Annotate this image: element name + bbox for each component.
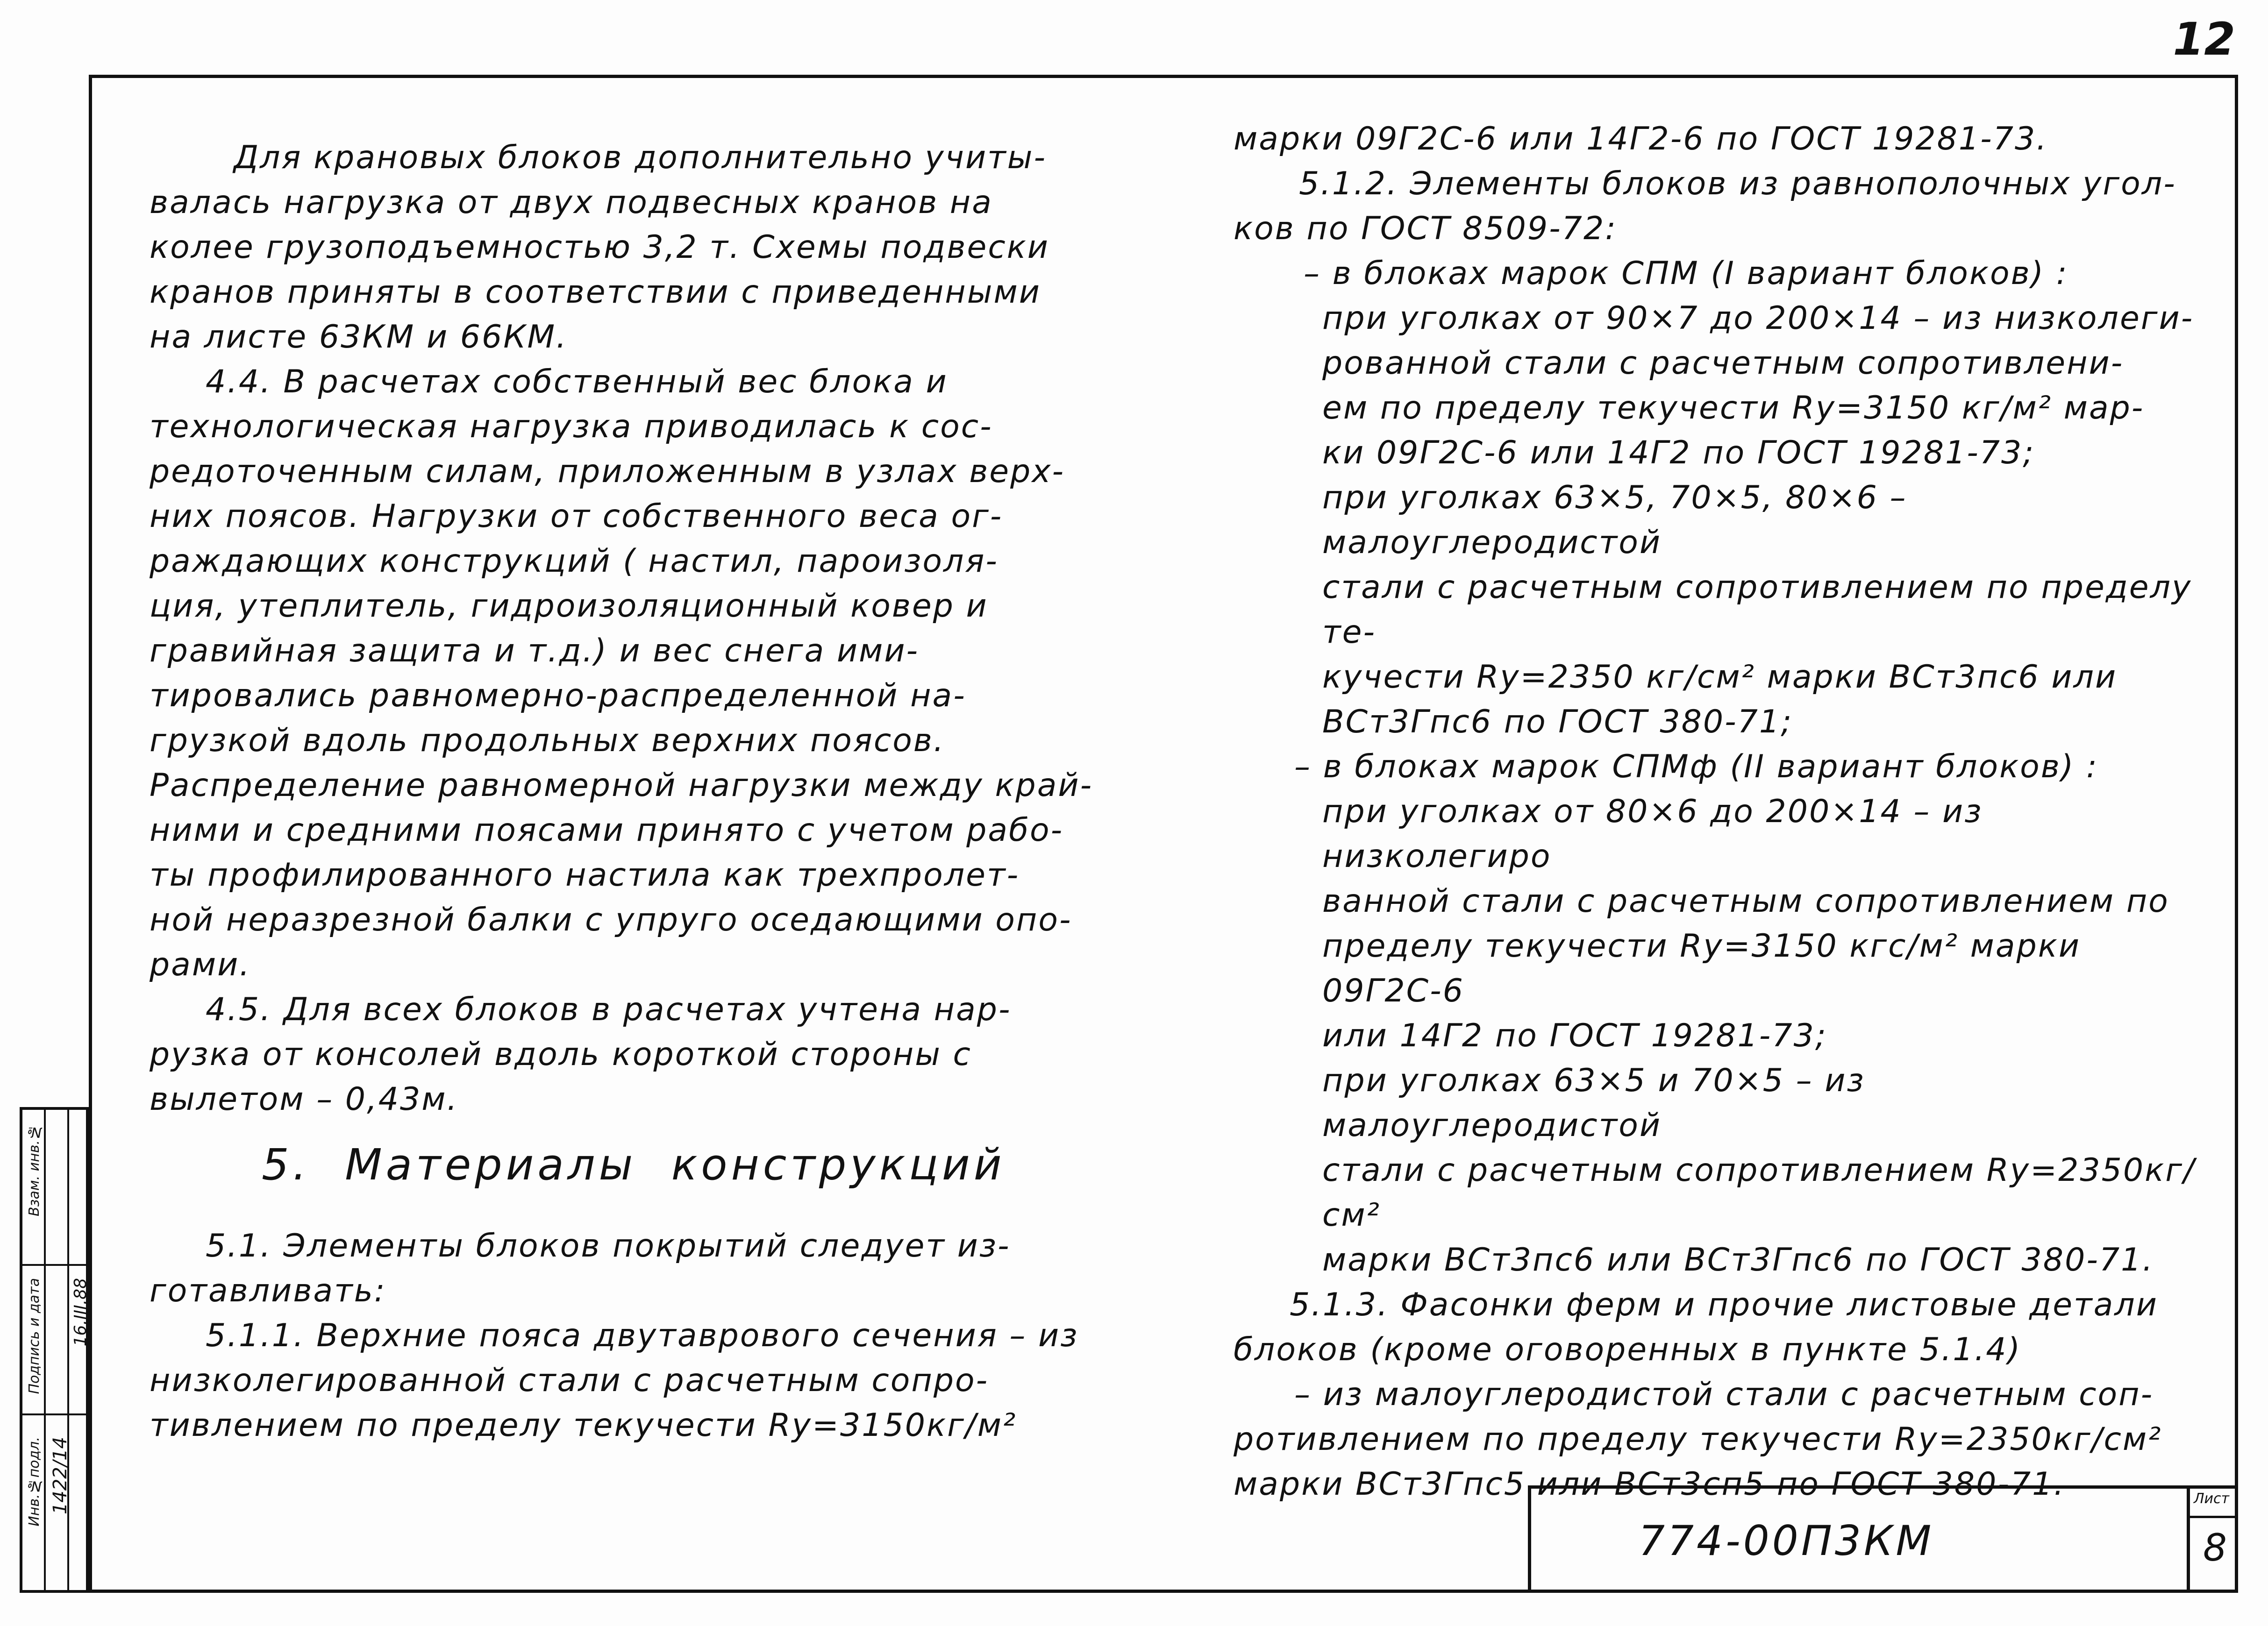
text-line: рузка от консолей вдоль короткой стороны с [150, 1036, 972, 1073]
document-code: 774-00П3КМ [1639, 1517, 1934, 1565]
stamp-divider [22, 1264, 86, 1266]
text-line: ков по ГОСТ 8509-72: [1234, 210, 1618, 247]
text-line: 5.1.1. Верхние пояса двутаврового сечения – из [206, 1317, 1079, 1354]
text-line: технологическая нагрузка приводилась к сос- [150, 408, 993, 445]
text-line: – в блоках марок СПМф (II вариант блоков) : [1294, 748, 2098, 785]
side-stamp [20, 1107, 89, 1593]
text-line: ем по пределу текучести Ry=3150 кг/м² мар- [1322, 390, 2145, 426]
text-line: ты профилированного настила как трехпролет- [150, 857, 1020, 894]
text-line: рами. [150, 946, 251, 983]
stamp-inv-label: Инв.№подл. [26, 1437, 43, 1527]
text-line: 4.4. В расчетах собственный вес блока и [206, 363, 948, 400]
text-line: Для крановых блоков дополнительно учиты- [234, 139, 1047, 176]
text-line: тировались равномерно-распределенной на- [150, 677, 966, 714]
text-line: стали с расчетным сопротивлением по пределу те- [1322, 569, 2204, 651]
text-line: 5.1.3. Фасонки ферм и прочие листовые детали [1290, 1286, 2158, 1323]
text-line: на листе 63КМ и 66КМ. [150, 319, 568, 355]
text-line: или 14Г2 по ГОСТ 19281-73; [1322, 1017, 1827, 1054]
text-line: марки 09Г2С-6 или 14Г2-6 по ГОСТ 19281-73. [1234, 121, 2048, 157]
text-line: ротивлением по пределу текучести Ry=2350кг/см² [1234, 1421, 2162, 1458]
right-column [1234, 117, 2205, 1507]
sheet-cell [2187, 1489, 2238, 1593]
text-line: колее грузоподъемностью 3,2 т. Схемы подвески [150, 229, 1049, 266]
text-line: 5.1.2. Элементы блоков из равнополочных угол- [1299, 165, 2176, 202]
text-line: ними и средними поясами принято с учетом рабо- [150, 812, 1064, 849]
text-line: ция, утеплитель, гидроизоляционный ковер и [150, 588, 988, 625]
text-line: блоков (кроме оговоренных в пункте 5.1.4) [1234, 1331, 2022, 1368]
text-line: раждающих конструкций ( настил, пароизоля- [150, 543, 998, 580]
text-line: редоточенным силам, приложенным в узлах верх- [150, 453, 1065, 490]
stamp-date-value: 16.III.88 [71, 1278, 90, 1347]
text-line: тивлением по пределу текучести Ry=3150кг/м² [150, 1407, 1017, 1444]
sheet-number: 8 [2203, 1526, 2227, 1569]
left-column-bottom [150, 1224, 1177, 1448]
text-line: стали с расчетным сопротивлением Ry=2350кг/см² [1322, 1152, 2196, 1234]
section-heading: 5. Материалы конструкций [262, 1140, 1006, 1190]
text-line: рованной стали с расчетным сопротивлени- [1322, 345, 2124, 382]
page-number: 12 [2173, 13, 2235, 65]
text-line: пределу текучести Ry=3150 кгс/м² марки 09Г2С-6 [1322, 928, 2092, 1009]
text-line: грузкой вдоль продольных верхних поясов. [150, 722, 945, 759]
stamp-vzam-label: Взам. инв.№ [26, 1124, 43, 1216]
text-line: 5.1. Элементы блоков покрытий следует из- [206, 1228, 1011, 1264]
text-line: – из малоуглеродистой стали с расчетным соп- [1294, 1376, 2154, 1413]
text-line: готавливать: [150, 1272, 386, 1309]
text-line: вылетом – 0,43м. [150, 1081, 459, 1118]
text-line: марки ВСт3Гпс5 или ВСт3сп5 по ГОСТ 380-71. [1234, 1466, 2066, 1503]
text-line: ки 09Г2С-6 или 14Г2 по ГОСТ 19281-73; [1322, 434, 2035, 471]
text-line: при уголках 63×5, 70×5, 80×6 – малоуглеродистой [1322, 479, 1919, 561]
text-line: ванной стали с расчетным сопротивлением по [1322, 883, 2169, 920]
sheet-label: Лист [2194, 1491, 2230, 1507]
text-line: кучести Ry=2350 кг/см² марки ВСт3пс6 или [1322, 659, 2118, 696]
stamp-column-values [46, 1110, 69, 1590]
title-block [1528, 1485, 2238, 1593]
text-line: при уголках от 90×7 до 200×14 – из низколеги- [1322, 300, 2194, 337]
text-line: Распределение равномерной нагрузки между край- [150, 767, 1093, 804]
text-line: марки ВСт3пс6 или ВСт3Гпс6 по ГОСТ 380-71. [1322, 1242, 2154, 1278]
text-line: 4.5. Для всех блоков в расчетах учтена нар- [206, 991, 1012, 1028]
text-line: при уголках от 80×6 до 200×14 – из низколегиро [1322, 793, 1995, 875]
text-line: валась нагрузка от двух подвесных кранов на [150, 184, 993, 221]
text-line: ВСт3Гпс6 по ГОСТ 380-71; [1322, 703, 1793, 740]
stamp-inv-value: 1422/14 [50, 1437, 71, 1515]
text-line: них поясов. Нагрузки от собственного веса ог- [150, 498, 1003, 535]
text-line: при уголках 63×5 и 70×5 – из малоуглеродистой [1322, 1062, 1877, 1144]
sheet-divider [2190, 1516, 2238, 1518]
text-line: гравийная защита и т.д.) и вес снега ими- [150, 632, 920, 669]
text-line: кранов приняты в соответствии с приведенными [150, 274, 1041, 311]
left-column [150, 135, 1177, 1122]
stamp-signature-label: Подпись и дата [26, 1278, 43, 1394]
text-line: низколегированной стали с расчетным сопро- [150, 1362, 989, 1399]
text-line: – в блоках марок СПМ (I вариант блоков) : [1304, 255, 2068, 292]
text-line: ной неразрезной балки с упруго оседающими опо- [150, 902, 1072, 938]
stamp-divider [22, 1413, 86, 1415]
